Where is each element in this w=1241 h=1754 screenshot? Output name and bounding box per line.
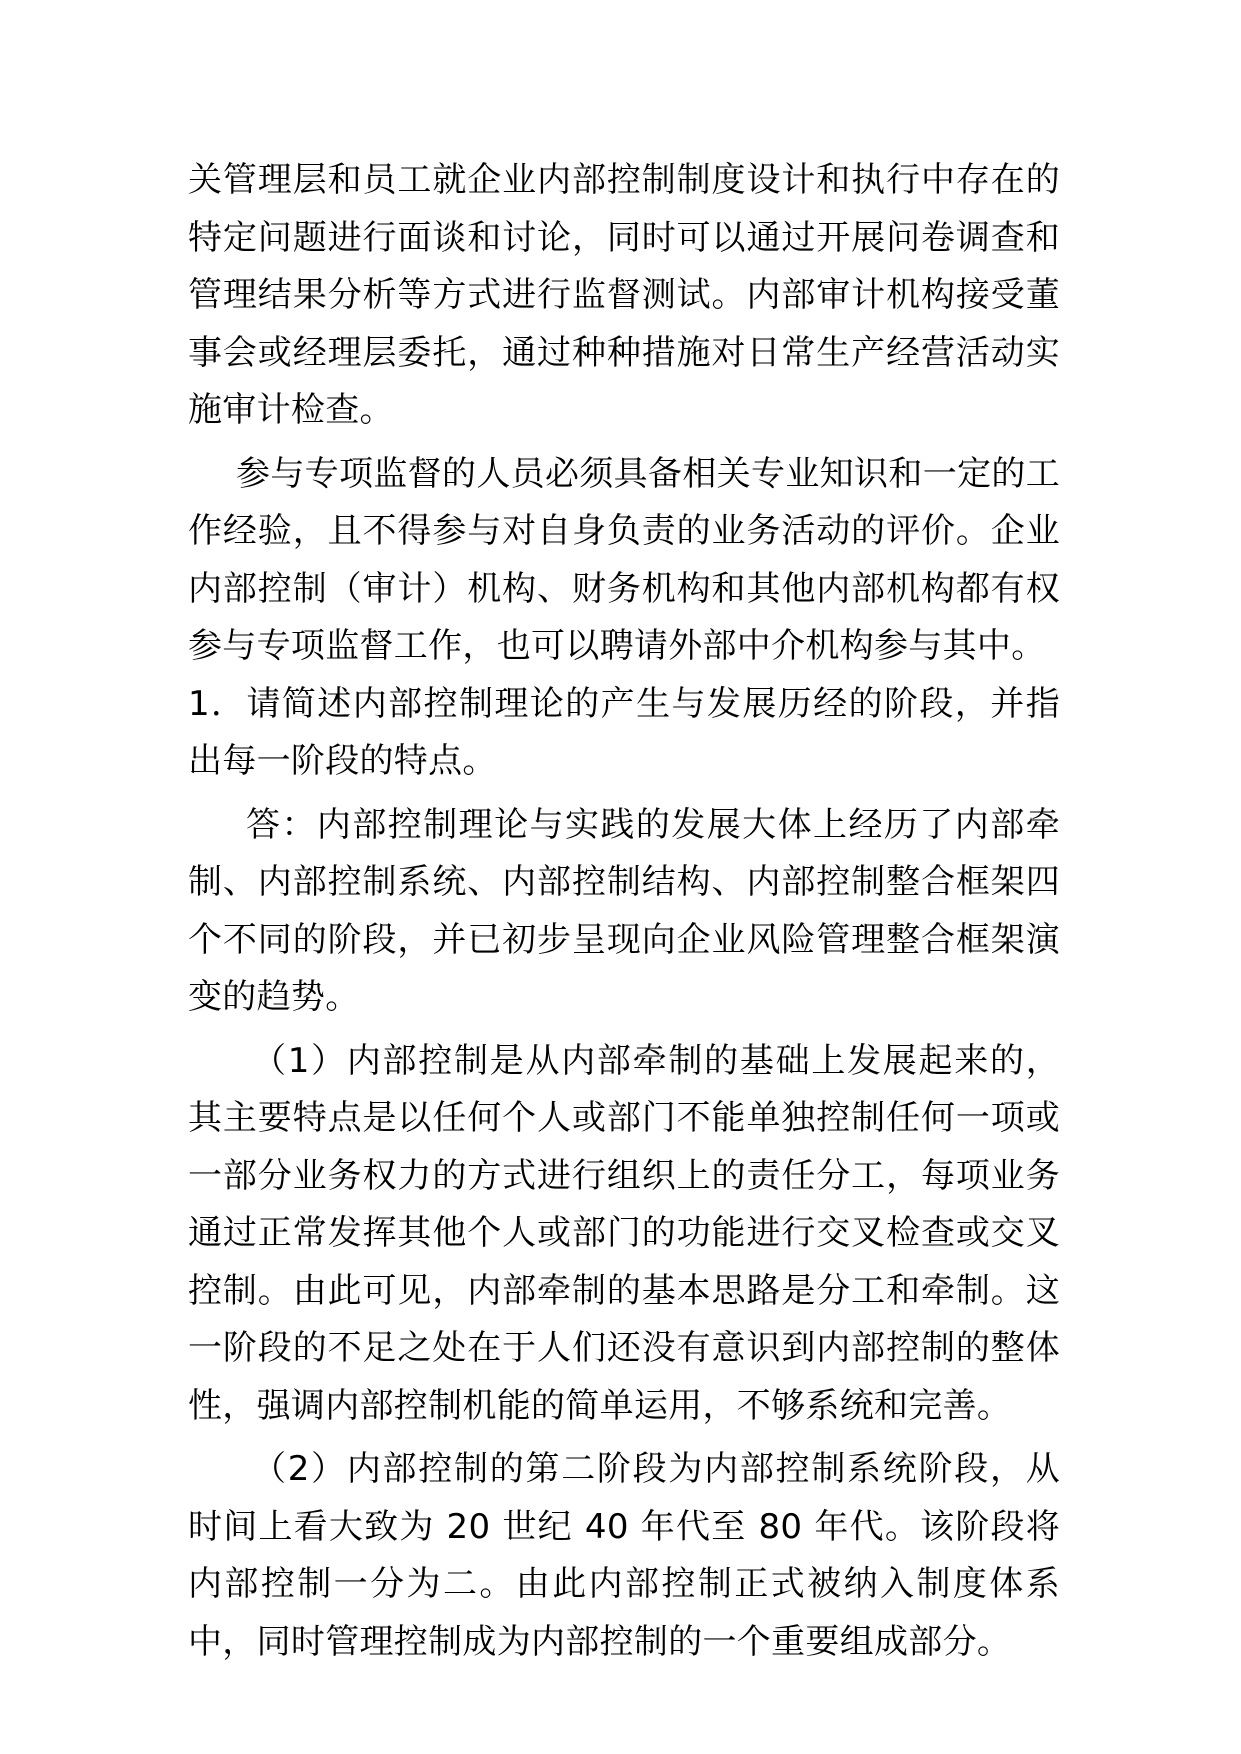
paragraph-special-supervision-staff: 参与专项监督的人员必须具备相关专业知识和一定的工作经验，且不得参与对自身负责的业务活动的评价。企业内部控制（审计）机构、财务机构和其他内部机构都有权参与专项监督工作，也可以聘请外部中介机构参与其中。 <box>188 453 1060 666</box>
answer-stage-2: （2）内部控制的第二阶段为内部控制系统阶段，从时间上看大致为 20 世纪 40 年代至 80 年代。该阶段将内部控制一分为二。由此内部控制正式被纳入制度体系中，同时管理控制成为内部控制的一个重要组成部分。 <box>188 1449 1060 1662</box>
question-1: 1．请简述内部控制理论的产生与发展历经的阶段，并指出每一阶段的特点。 <box>188 683 1060 781</box>
paragraph-supervision-methods: 关管理层和员工就企业内部控制制度设计和执行中存在的特定问题进行面谈和讨论，同时可以通过开展问卷调查和管理结果分析等方式进行监督测试。内部审计机构接受董事会或经理层委托，通过种种措施对日常生产经营活动实施审计检查。 <box>188 160 1060 430</box>
answer-stage-1: （1）内部控制是从内部牵制的基础上发展起来的，其主要特点是以任何个人或部门不能单独控制任何一项或一部分业务权力的方式进行组织上的责任分工，每项业务通过正常发挥其他个人或部门的功能进行交叉检查或交叉控制。由此可见，内部牵制的基本思路是分工和牵制。这一阶段的不足之处在于人们还没有意识到内部控制的整体性，强调内部控制机能的简单运用，不够系统和完善。 <box>188 1040 1060 1426</box>
answer-intro: 答：内部控制理论与实践的发展大体上经历了内部牵制、内部控制系统、内部控制结构、内部控制整合框架四个不同的阶段，并已初步呈现向企业风险管理整合框架演变的趋势。 <box>188 804 1060 1017</box>
document-body <box>188 152 1060 1671</box>
